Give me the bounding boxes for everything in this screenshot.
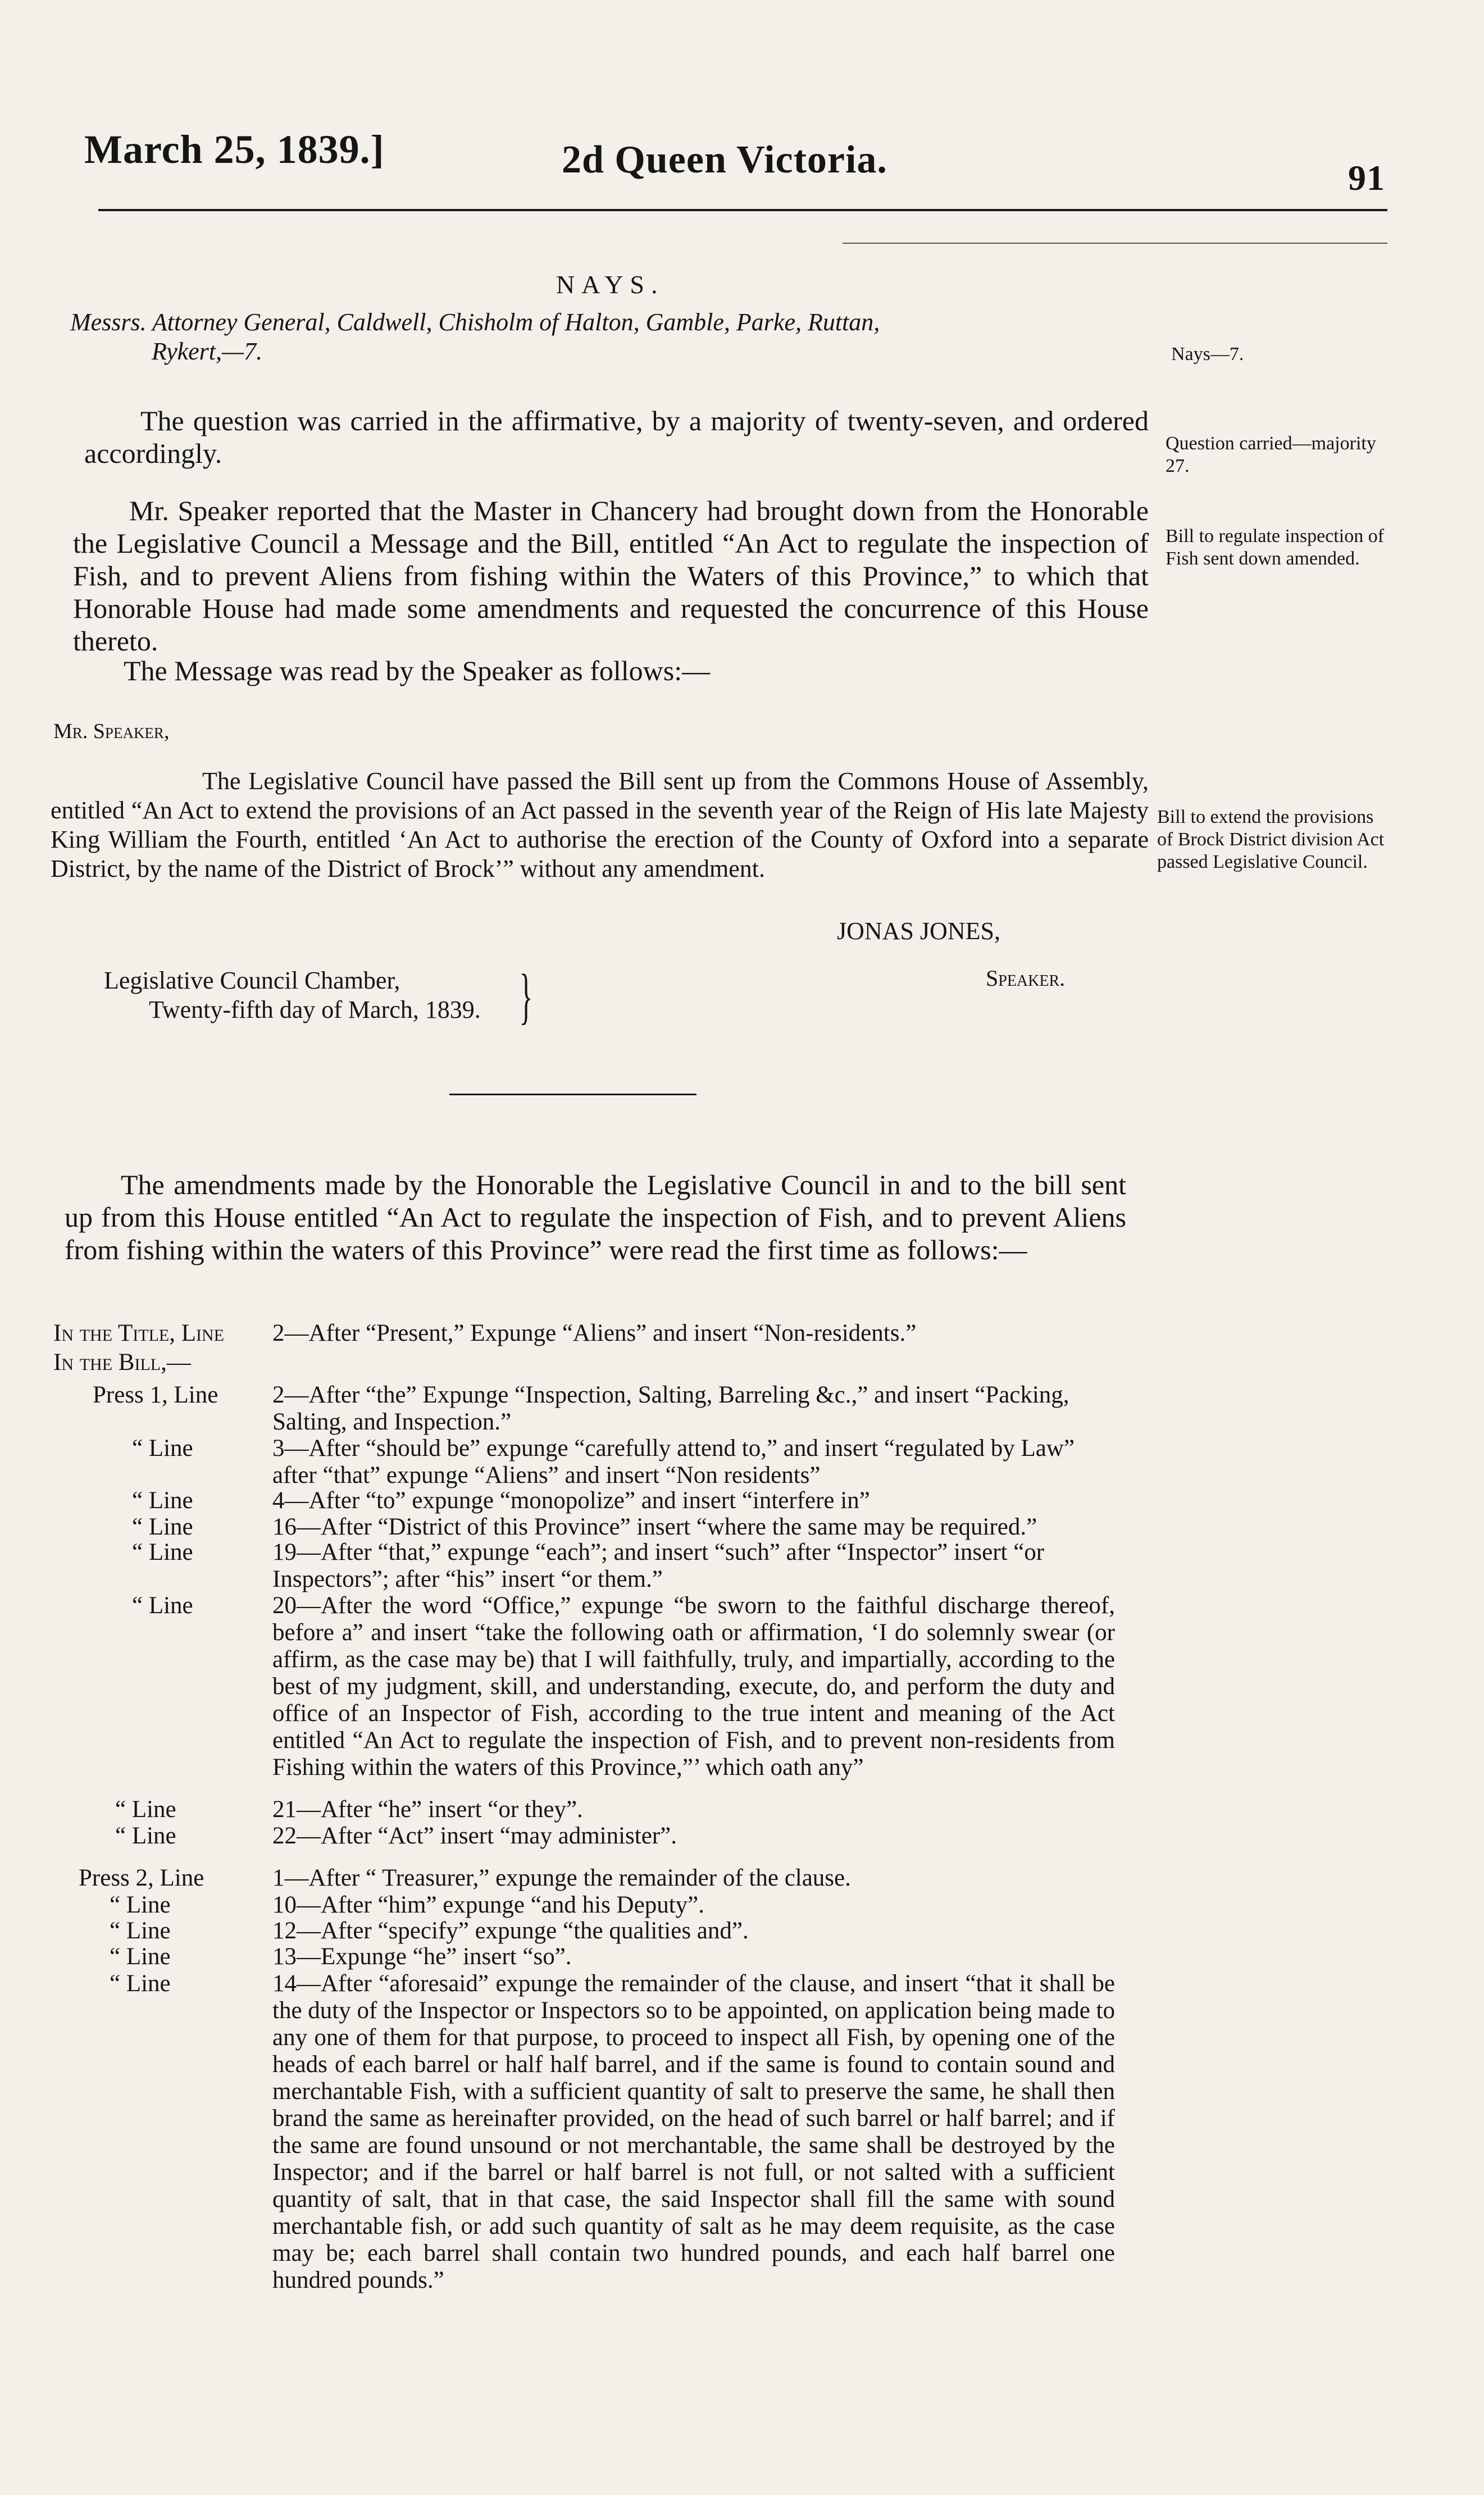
running-header-date: March 25, 1839.] xyxy=(84,127,385,172)
press1-line16-text: 16—After “District of this Province” insert “where the same may be required.” xyxy=(272,1514,1037,1540)
title-amendment-text: 2—After “Present,” Expunge “Aliens” and insert “Non-residents.” xyxy=(272,1320,917,1346)
press1-line3-text: 3—After “should be” expunge “carefully attend to,” and insert “regulated by Law” after “that” expunge “Aliens” and insert “Non residents” xyxy=(272,1435,1075,1488)
press1-label: Press 1, Line xyxy=(93,1382,218,1408)
press2-line12-text: 12—After “specify” expunge “the qualities and”. xyxy=(272,1918,749,1944)
press1-line22-text: 22—After “Act” insert “may administer”. xyxy=(272,1823,677,1849)
paragraph-amendments: The amendments made by the Honorable the Legislative Council in and to the bill sent up from this House entitled “An Act to regulate the inspection of Fish, and to prevent Aliens from fishing within the waters of this Province” were read the first time as follows:— xyxy=(65,1169,1126,1265)
page-number: 91 xyxy=(1348,158,1385,198)
line-label: “ Line xyxy=(110,1892,171,1918)
line-label: “ Line xyxy=(132,1592,193,1619)
paragraph-message-read: The Message was read by the Speaker as follows:— xyxy=(124,655,711,686)
press2-label: Press 2, Line xyxy=(79,1865,204,1891)
line-label: “ Line xyxy=(110,1970,171,1997)
title-label: In the Title, Line xyxy=(53,1320,225,1346)
paragraph-speaker-reported: Mr. Speaker reported that the Master in Chancery had brought down from the Honorable the Legislative Council a Message and the Bill, entitled “An Act to regulate the inspection of Fish, and to prevent Aliens from fishing within the Waters of this Province,” to which that Honorable House had made some amendments and requested the concurrence of this House thereto. xyxy=(73,495,1149,657)
paragraph-question-carried: The question was carried in the affirmative, by a majority of twenty-seven, and ordered accordingly. xyxy=(84,405,1149,469)
margin-note-fish-bill: Bill to regulate inspection of Fish sent down amended. xyxy=(1166,526,1385,569)
line-label: “ Line xyxy=(115,1796,176,1823)
line-label: “ Line xyxy=(110,1918,171,1944)
line-label: “ Line xyxy=(132,1487,193,1514)
header-rule xyxy=(98,209,1387,211)
nays-count: Nays—7. xyxy=(1171,344,1244,365)
press1-line20-text: 20—After the word “Office,” expunge “be sworn to the faithful discharge thereof, before a” and insert “take the following oath or affirmation, ‘I do solemnly swear (or affirm, as the case may be) that I will faithfully, truly, and impartially, according to the best of my judgment, skill, and understanding, execute, do, and perform the duty and office of an Inspector of Fish, according to the true intent and meaning of the Act entitled “An Act to regulate the inspection of Fish, and to prevent non-residents from Fishing within the waters of this Province,”’ which oath any” xyxy=(272,1592,1115,1781)
press2-line10-text: 10—After “him” expunge “and his Deputy”. xyxy=(272,1892,704,1918)
margin-note-question-carried: Question carried—majority 27. xyxy=(1166,433,1376,476)
message-date: Twenty-fifth day of March, 1839. xyxy=(149,996,481,1023)
margin-note-brock-district: Bill to extend the provisions of Brock District division Act passed Legislative Council. xyxy=(1157,807,1385,872)
message-signer-title: Speaker. xyxy=(986,966,1066,991)
nays-list-line1: Messrs. Attorney General, Caldwell, Chisholm of Halton, Gamble, Parke, Ruttan, xyxy=(70,308,880,336)
line-label: “ Line xyxy=(132,1514,193,1540)
message-salutation: Mr. Speaker, xyxy=(53,720,170,743)
press1-line4-text: 4—After “to” expunge “monopolize” and insert “interfere in” xyxy=(272,1487,870,1514)
press2-line1-text: 1—After “ Treasurer,” expunge the remainder of the clause. xyxy=(272,1865,851,1891)
bill-label: In the Bill,— xyxy=(53,1349,191,1376)
press1-line21-text: 21—After “he” insert “or they”. xyxy=(272,1796,583,1823)
message-signer: JONAS JONES, xyxy=(837,917,1000,945)
press1-line19-text: 19—After “that,” expunge “each”; and insert “such” after “Inspector” insert “or Inspectors”; after “his” insert “or them.” xyxy=(272,1539,1045,1592)
header-rule-thin xyxy=(843,243,1387,244)
press2-line13-text: 13—Expunge “he” insert “so”. xyxy=(272,1943,572,1970)
nays-heading: NAYS. xyxy=(556,270,664,299)
line-label: “ Line xyxy=(110,1943,171,1970)
line-label: “ Line xyxy=(132,1539,193,1565)
press2-line14-text: 14—After “aforesaid” expunge the remainder of the clause, and insert “that it shall be the duty of the Inspector or Inspectors so to be appointed, on application being made to any one of them for that purpose, to proceed to inspect all Fish, by opening one of the heads of each barrel or half half barrel, and if the same is found to contain sound and merchantable Fish, with a sufficient quantity of salt to preserve the same, he shall then brand the same as hereinafter provided, on the head of such barrel or half barrel; and if the same are found unsound or not merchantable, the same shall be destroyed by the Inspector; and if the barrel or half barrel is not full, or not salted with a sufficient quantity of salt, that in that case, the said Inspector shall fill the same with sound merchantable fish, or add such quantity of salt as he may deem requisite, as the case may be; each barrel shall contain two hundred pounds, and each half barrel one hundred pounds.” xyxy=(272,1970,1115,2293)
message-place: Legislative Council Chamber, xyxy=(104,967,400,994)
message-text: The Legislative Council have passed the Bill sent up from the Commons House of Assembly, entitled “An Act to extend the provisions of an Act passed in the seventh year of the Reign of His late Majesty King William the Fourth, entitled ‘An Act to authorise the erection of the County of Oxford into a separate District, by the name of the District of Brock’” without any amendment. xyxy=(51,767,1149,882)
press1-line2-text: 2—After “the” Expunge “Inspection, Salting, Barreling &c.,” and insert “Packing, Salting, and Inspection.” xyxy=(272,1382,1069,1435)
line-label: “ Line xyxy=(115,1823,176,1849)
running-header-title: 2d Queen Victoria. xyxy=(562,138,887,181)
line-label: “ Line xyxy=(132,1435,193,1462)
nays-list-line2: Rykert,—7. xyxy=(152,338,263,365)
section-divider xyxy=(449,1094,697,1095)
brace: } xyxy=(519,962,533,1030)
